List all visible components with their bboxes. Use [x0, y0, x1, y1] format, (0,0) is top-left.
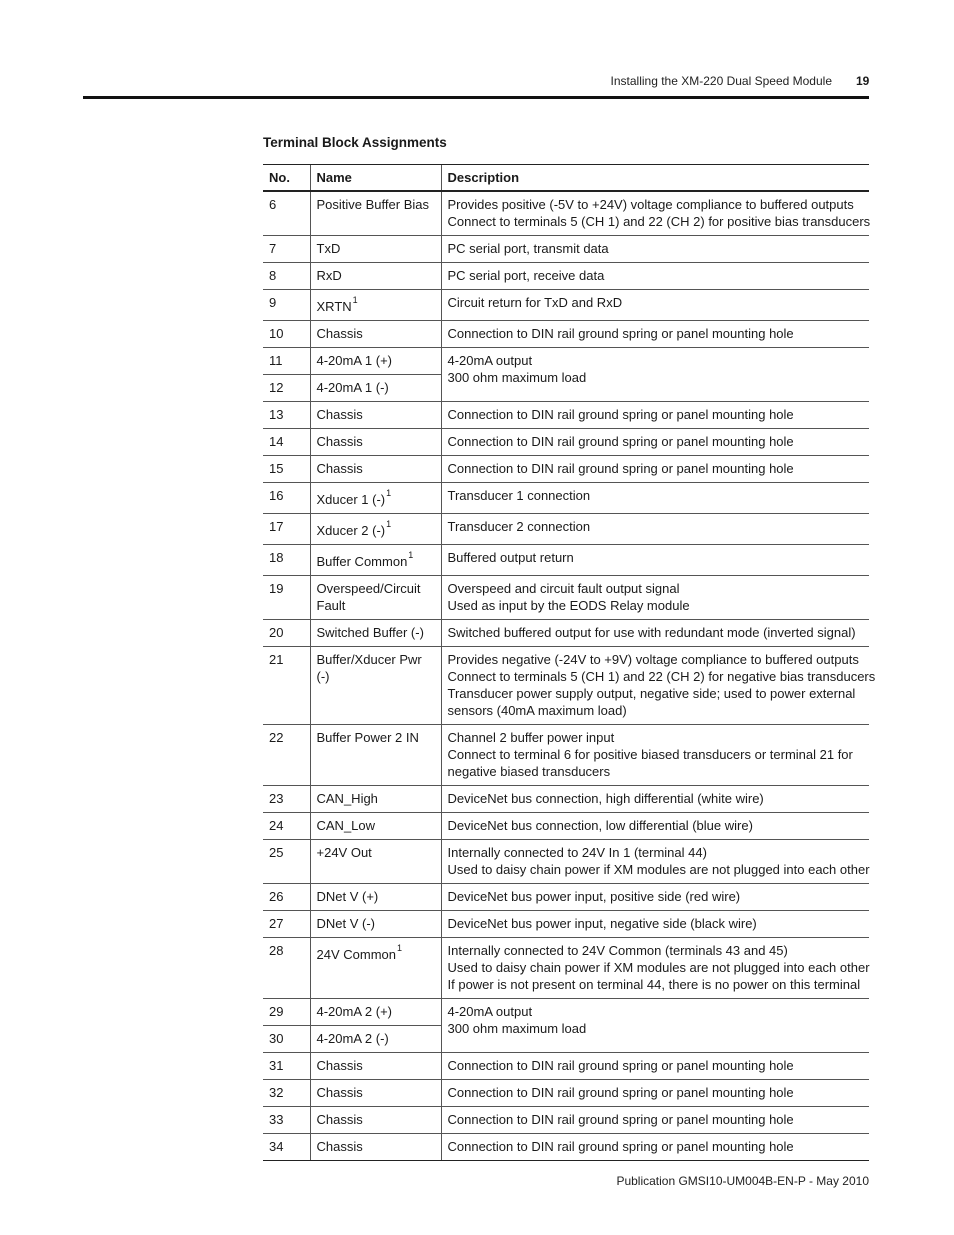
- terminal-name-cell: [310, 647, 441, 725]
- terminal-number: 19: [263, 576, 310, 620]
- table-row: [263, 545, 869, 576]
- terminal-number: 24: [263, 813, 310, 840]
- terminal-number: 6: [263, 191, 310, 236]
- terminal-name: Xducer 1 (-): [316, 492, 386, 507]
- description-line: Provides negative (-24V to +9V) voltage compliance to buffered outputs: [447, 652, 859, 667]
- terminal-number: 14: [263, 429, 310, 456]
- terminal-number: 17: [263, 514, 310, 545]
- terminal-name: 24V Common: [316, 947, 396, 962]
- footnote-marker: 1: [408, 550, 414, 560]
- description-line: Connection to DIN rail ground spring or panel mounting hole: [447, 461, 794, 476]
- publication-footer: Publication GMSI10-UM004B-EN-P - May 2010: [616, 1174, 869, 1188]
- terminal-name-cell: [310, 402, 441, 429]
- description-line: If power is not present on terminal 44, there is no power on this terminal: [447, 977, 861, 992]
- terminal-description: [441, 402, 869, 429]
- table-row: [263, 911, 869, 938]
- terminal-description: [441, 456, 869, 483]
- terminal-description: [441, 884, 869, 911]
- terminal-description: [441, 429, 869, 456]
- terminal-number: 23: [263, 786, 310, 813]
- terminal-description: [441, 647, 876, 725]
- terminal-number: 9: [263, 290, 310, 321]
- table-row: [263, 483, 869, 514]
- terminal-name-cell: [310, 1080, 441, 1107]
- terminal-name-cell: [310, 348, 441, 375]
- terminal-block-table: [263, 164, 876, 1161]
- terminal-name-cell: [310, 1053, 441, 1080]
- terminal-name-cell: [310, 545, 441, 576]
- description-line: sensors (40mA maximum load): [447, 703, 627, 718]
- terminal-description: [441, 911, 869, 938]
- terminal-name: 4-20mA 2 (+): [316, 1004, 393, 1019]
- description-line: Used as input by the EODS Relay module: [447, 598, 690, 613]
- terminal-name-cell: [310, 263, 441, 290]
- column-header-no: No.: [263, 165, 310, 192]
- terminal-name-cell: [310, 884, 441, 911]
- terminal-name-cell: [310, 576, 441, 620]
- table-body: [263, 191, 876, 1161]
- terminal-name: DNet V (+): [316, 889, 379, 904]
- terminal-description: [441, 999, 869, 1053]
- table-row: [263, 1107, 869, 1134]
- terminal-description: [441, 236, 869, 263]
- terminal-name: Chassis: [316, 1085, 363, 1100]
- description-line: Buffered output return: [447, 550, 574, 565]
- terminal-name: Buffer Common: [316, 554, 408, 569]
- footnote-marker: 1: [352, 295, 358, 305]
- terminal-number: 21: [263, 647, 310, 725]
- description-line: Connection to DIN rail ground spring or panel mounting hole: [447, 1058, 794, 1073]
- description-line: Used to daisy chain power if XM modules are not plugged into each other: [447, 960, 870, 975]
- terminal-description: [441, 620, 869, 647]
- table-header-row: [263, 165, 869, 192]
- terminal-name-cell: [310, 938, 441, 999]
- terminal-number: 33: [263, 1107, 310, 1134]
- terminal-name-cell: [310, 514, 441, 545]
- terminal-description: [441, 514, 869, 545]
- terminal-description: [441, 786, 869, 813]
- table-row: [263, 725, 869, 786]
- table-row: [263, 402, 869, 429]
- description-line: Internally connected to 24V In 1 (terminal 44): [447, 845, 707, 860]
- terminal-description: [441, 348, 869, 402]
- table-row: [263, 191, 869, 236]
- terminal-name-cell: [310, 1026, 441, 1053]
- description-line: Provides positive (-5V to +24V) voltage compliance to buffered outputs: [447, 197, 854, 212]
- description-line: Connection to DIN rail ground spring or panel mounting hole: [447, 1085, 794, 1100]
- table-row: [263, 813, 869, 840]
- description-line: Transducer 2 connection: [447, 519, 591, 534]
- terminal-name: Chassis: [316, 1139, 363, 1154]
- terminal-number: 20: [263, 620, 310, 647]
- terminal-name-cell: [310, 813, 441, 840]
- table-row: [263, 938, 869, 999]
- description-line: Connection to DIN rail ground spring or panel mounting hole: [447, 1112, 794, 1127]
- description-line: Connection to DIN rail ground spring or panel mounting hole: [447, 434, 794, 449]
- description-line: Internally connected to 24V Common (terminals 43 and 45): [447, 943, 788, 958]
- terminal-name-cell: [310, 725, 441, 786]
- terminal-name-cell: [310, 483, 441, 514]
- terminal-name: Chassis: [316, 1112, 363, 1127]
- footnote-marker: 1: [386, 519, 392, 529]
- terminal-number: 34: [263, 1134, 310, 1161]
- table-row: [263, 576, 869, 620]
- terminal-name: Chassis: [316, 434, 363, 449]
- description-line: PC serial port, transmit data: [447, 241, 609, 256]
- terminal-description: [441, 263, 869, 290]
- terminal-description: [441, 191, 869, 236]
- table-row: [263, 647, 869, 725]
- description-line: 4-20mA output: [447, 353, 533, 368]
- terminal-number: 8: [263, 263, 310, 290]
- table-row: [263, 236, 869, 263]
- terminal-number: 25: [263, 840, 310, 884]
- terminal-name: Positive Buffer Bias: [316, 197, 429, 212]
- table-row: [263, 290, 869, 321]
- description-line: Connect to terminals 5 (CH 1) and 22 (CH 2) for positive bias transducers: [447, 214, 871, 229]
- terminal-name: DNet V (-): [316, 916, 375, 931]
- terminal-name-cell: [310, 429, 441, 456]
- terminal-description: [441, 938, 869, 999]
- running-header-title: Installing the XM-220 Dual Speed Module: [610, 74, 832, 88]
- terminal-name: Chassis: [316, 1058, 363, 1073]
- description-line: 300 ohm maximum load: [447, 370, 587, 385]
- terminal-name: 4-20mA 1 (-): [316, 380, 389, 395]
- header-rule: [83, 96, 869, 99]
- terminal-description: [441, 725, 869, 786]
- description-line: Connect to terminal 6 for positive biased transducers or terminal 21 for: [447, 747, 853, 762]
- terminal-name-cell: [310, 999, 441, 1026]
- description-line: Channel 2 buffer power input: [447, 730, 615, 745]
- column-header-name: Name: [310, 165, 441, 192]
- description-line: Connect to terminals 5 (CH 1) and 22 (CH 2) for negative bias transducers: [447, 669, 876, 684]
- description-line: DeviceNet bus connection, low differential (blue wire): [447, 818, 753, 833]
- table-row: [263, 429, 869, 456]
- table-row: [263, 514, 869, 545]
- table-row: [263, 884, 869, 911]
- description-line: Transducer power supply output, negative side; used to power external: [447, 686, 856, 701]
- description-line: DeviceNet bus power input, negative side (black wire): [447, 916, 757, 931]
- terminal-name: TxD: [316, 241, 341, 256]
- terminal-name: Chassis: [316, 326, 363, 341]
- table-row: [263, 263, 869, 290]
- terminal-name: Chassis: [316, 407, 363, 422]
- terminal-description: [441, 1107, 869, 1134]
- terminal-description: [441, 1053, 869, 1080]
- terminal-name: Buffer/Xducer Pwr (-): [316, 652, 422, 684]
- description-line: DeviceNet bus connection, high differential (white wire): [447, 791, 764, 806]
- table-row: [263, 348, 869, 375]
- terminal-description: [441, 576, 869, 620]
- terminal-name-cell: [310, 620, 441, 647]
- terminal-name-cell: [310, 236, 441, 263]
- terminal-name: 4-20mA 1 (+): [316, 353, 393, 368]
- terminal-name: XRTN: [316, 299, 352, 314]
- terminal-number: 28: [263, 938, 310, 999]
- terminal-name: Switched Buffer (-): [316, 625, 424, 640]
- terminal-number: 7: [263, 236, 310, 263]
- table-row: [263, 1053, 869, 1080]
- terminal-name: +24V Out: [316, 845, 372, 860]
- terminal-number: 22: [263, 725, 310, 786]
- description-line: Connection to DIN rail ground spring or panel mounting hole: [447, 326, 794, 341]
- description-line: negative biased transducers: [447, 764, 611, 779]
- table-row: [263, 1134, 869, 1161]
- terminal-description: [441, 840, 869, 884]
- terminal-number: 15: [263, 456, 310, 483]
- table-row: [263, 999, 869, 1026]
- terminal-name-cell: [310, 321, 441, 348]
- terminal-number: 12: [263, 375, 310, 402]
- terminal-number: 13: [263, 402, 310, 429]
- terminal-name: Overspeed/Circuit Fault: [316, 581, 421, 613]
- description-line: Connection to DIN rail ground spring or panel mounting hole: [447, 407, 794, 422]
- description-line: PC serial port, receive data: [447, 268, 605, 283]
- terminal-number: 18: [263, 545, 310, 576]
- footnote-marker: 1: [386, 488, 392, 498]
- table-row: [263, 620, 869, 647]
- page-number: 19: [856, 74, 870, 88]
- terminal-description: [441, 1080, 869, 1107]
- terminal-name-cell: [310, 1107, 441, 1134]
- table-title: Terminal Block Assignments: [263, 135, 447, 150]
- table-row: [263, 456, 869, 483]
- terminal-name: CAN_High: [316, 791, 378, 806]
- terminal-number: 31: [263, 1053, 310, 1080]
- terminal-description: [441, 545, 869, 576]
- terminal-name: 4-20mA 2 (-): [316, 1031, 389, 1046]
- terminal-number: 30: [263, 1026, 310, 1053]
- table-row: [263, 1080, 869, 1107]
- terminal-number: 11: [263, 348, 310, 375]
- terminal-name-cell: [310, 786, 441, 813]
- terminal-name: RxD: [316, 268, 342, 283]
- terminal-description: [441, 1134, 869, 1161]
- terminal-name: Buffer Power 2 IN: [316, 730, 419, 745]
- terminal-number: 26: [263, 884, 310, 911]
- terminal-description: [441, 321, 869, 348]
- terminal-name-cell: [310, 290, 441, 321]
- terminal-name: Chassis: [316, 461, 363, 476]
- terminal-name-cell: [310, 375, 441, 402]
- description-line: 300 ohm maximum load: [447, 1021, 587, 1036]
- column-header-description: Description: [441, 165, 869, 192]
- table-row: [263, 321, 869, 348]
- footnote-marker: 1: [396, 943, 402, 953]
- terminal-name-cell: [310, 911, 441, 938]
- description-line: DeviceNet bus power input, positive side (red wire): [447, 889, 741, 904]
- description-line: Connection to DIN rail ground spring or panel mounting hole: [447, 1139, 794, 1154]
- terminal-name: Xducer 2 (-): [316, 523, 386, 538]
- terminal-number: 32: [263, 1080, 310, 1107]
- description-line: Switched buffered output for use with redundant mode (inverted signal): [447, 625, 856, 640]
- description-line: Circuit return for TxD and RxD: [447, 295, 623, 310]
- description-line: 4-20mA output: [447, 1004, 533, 1019]
- terminal-description: [441, 290, 869, 321]
- terminal-name-cell: [310, 1134, 441, 1161]
- description-line: Transducer 1 connection: [447, 488, 591, 503]
- terminal-number: 16: [263, 483, 310, 514]
- terminal-number: 29: [263, 999, 310, 1026]
- terminal-name-cell: [310, 191, 441, 236]
- terminal-name-cell: [310, 840, 441, 884]
- terminal-name-cell: [310, 456, 441, 483]
- terminal-number: 10: [263, 321, 310, 348]
- table-row: [263, 786, 869, 813]
- description-line: Used to daisy chain power if XM modules are not plugged into each other: [447, 862, 870, 877]
- description-line: Overspeed and circuit fault output signal: [447, 581, 680, 596]
- table-row: [263, 840, 869, 884]
- terminal-name: CAN_Low: [316, 818, 376, 833]
- terminal-description: [441, 813, 869, 840]
- terminal-description: [441, 483, 869, 514]
- terminal-number: 27: [263, 911, 310, 938]
